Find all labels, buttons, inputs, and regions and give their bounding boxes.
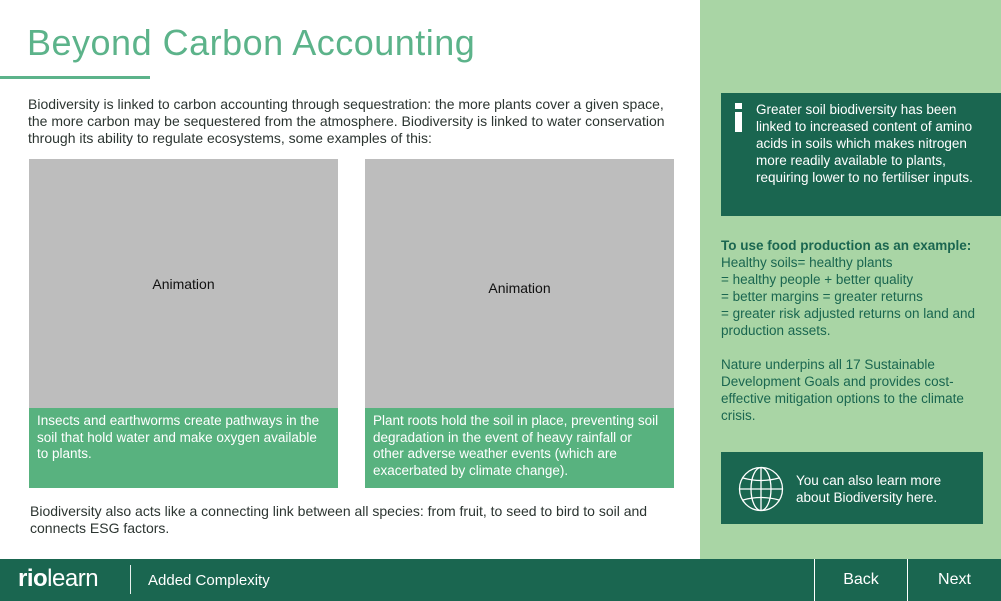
globe-icon	[738, 466, 784, 512]
back-button[interactable]: Back	[814, 559, 907, 601]
example-line: Healthy soils= healthy plants	[721, 255, 893, 270]
learn-more-link[interactable]	[721, 452, 983, 524]
outro-paragraph: Biodiversity also acts like a connecting link between all species: from fruit, to seed to bird to soil and connects ESG factors.	[30, 503, 648, 536]
title-underline	[0, 76, 150, 79]
info-icon	[734, 103, 744, 131]
example-card-roots	[365, 159, 674, 488]
example-line: = greater risk adjusted returns on land and production assets.	[721, 306, 976, 338]
logo-rio: rio	[18, 565, 48, 592]
next-button[interactable]: Next	[907, 559, 1001, 601]
example-card-insects	[29, 159, 338, 488]
footer-bar	[0, 559, 1001, 601]
intro-paragraph: Biodiversity is linked to carbon accounting through sequestration: the more plants cover a given space, the more carbon may be sequestered from the atmosphere. Biodiversity is linked to water conservation through its ability to regulate ecosystems, some examples of this:	[28, 96, 665, 146]
example-line: = better margins = greater returns	[721, 289, 923, 304]
info-text: Greater soil biodiversity has been linked to increased content of amino acids in soils which makes nitrogen more readily available to plants, requiring lower to no fertiliser inputs.	[756, 102, 973, 185]
learn-more-text: You can also learn more about Biodiversity here.	[796, 473, 942, 505]
riolearn-logo	[18, 566, 98, 592]
info-callout	[721, 93, 1001, 216]
animation-placeholder[interactable]	[365, 159, 674, 408]
page-title: Beyond Carbon Accounting	[27, 22, 476, 63]
example-heading: To use food production as an example:	[721, 238, 972, 253]
sdg-paragraph: Nature underpins all 17 Sustainable Development Goals and provides cost-effective mitigation options to the climate crisis.	[721, 357, 964, 423]
module-name: Added Complexity	[148, 572, 270, 589]
example-line: = healthy people + better quality	[721, 272, 914, 287]
card-caption: Insects and earthworms create pathways in the soil that hold water and make oxygen available to plants.	[29, 408, 338, 488]
animation-label: Animation	[152, 275, 215, 292]
food-production-example	[721, 237, 991, 424]
animation-label: Animation	[488, 279, 551, 296]
side-panel	[700, 0, 1001, 559]
footer-divider	[130, 565, 131, 594]
card-caption: Plant roots hold the soil in place, preventing soil degradation in the event of heavy rainfall or other adverse weather events (which are exacerbated by climate change).	[365, 408, 674, 488]
animation-placeholder[interactable]	[29, 159, 338, 408]
logo-learn: learn	[47, 565, 99, 592]
